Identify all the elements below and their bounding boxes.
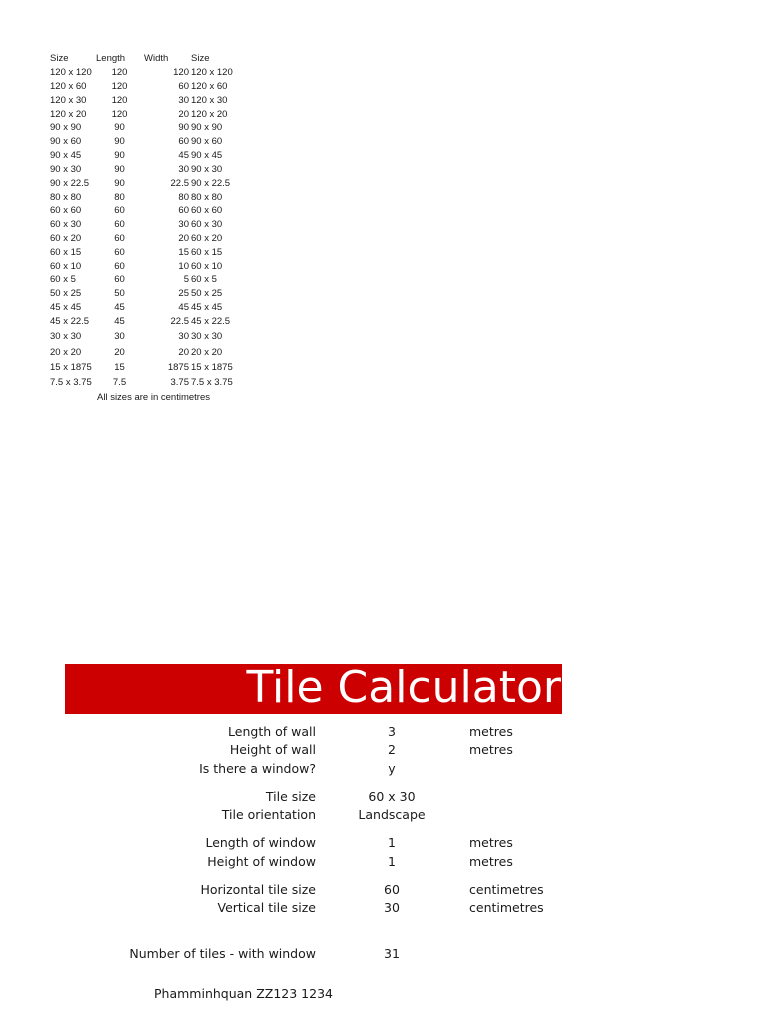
width-cell: 30 bbox=[178, 95, 189, 106]
size-2-cell: 60 x 30 bbox=[191, 219, 223, 230]
table-row bbox=[0, 218, 260, 231]
length-cell: 120 bbox=[111, 67, 128, 78]
table-row bbox=[0, 346, 260, 359]
length-cell: 80 bbox=[114, 192, 125, 203]
length-cell: 120 bbox=[111, 81, 128, 92]
size-2-cell: 30 x 30 bbox=[191, 331, 223, 342]
width-cell: 1875 bbox=[167, 362, 189, 373]
vertical-tile-size-unit: centimetres bbox=[469, 900, 544, 915]
size-2-cell: 60 x 15 bbox=[191, 247, 223, 258]
table-row bbox=[0, 361, 260, 374]
tile-size-label: Tile size bbox=[265, 789, 316, 804]
width-cell: 30 bbox=[178, 331, 189, 342]
width-cell: 45 bbox=[178, 150, 189, 161]
size-cell: 50 x 25 bbox=[50, 288, 82, 299]
calculator-title: Tile Calculator bbox=[246, 664, 561, 713]
height-of-wall-label: Height of wall bbox=[229, 742, 316, 757]
size-cell: 20 x 20 bbox=[50, 347, 82, 358]
table-header-row bbox=[0, 52, 260, 65]
size-cell: 120 x 30 bbox=[50, 95, 87, 106]
width-cell: 60 bbox=[178, 81, 189, 92]
length-cell: 45 bbox=[114, 302, 125, 313]
calc-row-length-of-window bbox=[0, 834, 768, 852]
table-row bbox=[0, 273, 260, 286]
table-row bbox=[0, 330, 260, 343]
length-of-wall-label: Length of wall bbox=[228, 724, 316, 739]
vertical-tile-size-label: Vertical tile size bbox=[217, 900, 316, 915]
table-row bbox=[0, 66, 260, 79]
width-cell: 5 bbox=[183, 274, 189, 285]
size-cell: 60 x 10 bbox=[50, 261, 82, 272]
length-cell: 50 bbox=[114, 288, 125, 299]
length-cell: 20 bbox=[114, 347, 125, 358]
width-cell: 10 bbox=[178, 261, 189, 272]
size-2-cell: 15 x 1875 bbox=[191, 362, 233, 373]
horizontal-tile-size-value[interactable]: 60 bbox=[384, 882, 400, 897]
width-cell: 30 bbox=[178, 164, 189, 175]
size-cell: 45 x 22.5 bbox=[50, 316, 90, 327]
size-cell: 60 x 5 bbox=[50, 274, 76, 285]
table-row bbox=[0, 163, 260, 176]
table-row bbox=[0, 315, 260, 328]
size-2-cell: 60 x 20 bbox=[191, 233, 223, 244]
width-cell: 45 bbox=[178, 302, 189, 313]
size-2-cell: 120 x 60 bbox=[191, 81, 228, 92]
size-2-cell: 7.5 x 3.75 bbox=[191, 377, 233, 388]
size-2-cell: 90 x 22.5 bbox=[191, 178, 231, 189]
size-2-cell: 90 x 90 bbox=[191, 122, 223, 133]
size-cell: 90 x 45 bbox=[50, 150, 82, 161]
table-row bbox=[0, 301, 260, 314]
number-of-tiles-value: 31 bbox=[384, 946, 400, 961]
length-of-window-unit: metres bbox=[469, 835, 513, 850]
size-cell: 60 x 30 bbox=[50, 219, 82, 230]
size-cell: 60 x 15 bbox=[50, 247, 82, 258]
width-cell: 90 bbox=[178, 122, 189, 133]
calc-row-length-of-wall bbox=[0, 723, 768, 741]
table-row bbox=[0, 80, 260, 93]
table-row bbox=[0, 94, 260, 107]
horizontal-tile-size-unit: centimetres bbox=[469, 882, 544, 897]
size-2-cell: 20 x 20 bbox=[191, 347, 223, 358]
size-2-cell: 90 x 45 bbox=[191, 150, 223, 161]
table-row bbox=[0, 260, 260, 273]
tile-orientation-label: Tile orientation bbox=[221, 807, 316, 822]
width-cell: 80 bbox=[178, 192, 189, 203]
height-of-wall-value[interactable]: 2 bbox=[388, 742, 396, 757]
width-cell: 20 bbox=[178, 347, 189, 358]
calc-row-horizontal-tile-size bbox=[0, 881, 768, 899]
size-2-cell: 120 x 20 bbox=[191, 109, 228, 120]
height-of-window-label: Height of window bbox=[207, 854, 316, 869]
length-cell: 60 bbox=[114, 233, 125, 244]
calc-row-height-of-wall bbox=[0, 741, 768, 759]
length-cell: 120 bbox=[111, 109, 128, 120]
calculator-title-banner bbox=[65, 664, 562, 714]
size-2-cell: 90 x 30 bbox=[191, 164, 223, 175]
size-2-cell: 90 x 60 bbox=[191, 136, 223, 147]
size-cell: 90 x 60 bbox=[50, 136, 82, 147]
number-of-tiles-label: Number of tiles - with window bbox=[129, 946, 316, 961]
width-cell: 25 bbox=[178, 288, 189, 299]
length-of-window-value[interactable]: 1 bbox=[388, 835, 396, 850]
length-cell: 60 bbox=[114, 274, 125, 285]
length-cell: 30 bbox=[114, 331, 125, 342]
tile-size-value[interactable]: 60 x 30 bbox=[368, 789, 416, 804]
size-cell: 60 x 60 bbox=[50, 205, 82, 216]
calc-row-tile-orientation bbox=[0, 806, 768, 824]
table-row bbox=[0, 376, 260, 389]
table-row bbox=[0, 108, 260, 121]
length-cell: 60 bbox=[114, 247, 125, 258]
header-length: Length bbox=[96, 53, 126, 64]
width-cell: 30 bbox=[178, 219, 189, 230]
size-cell: 90 x 90 bbox=[50, 122, 82, 133]
width-cell: 22.5 bbox=[170, 316, 189, 327]
vertical-tile-size-value[interactable]: 30 bbox=[384, 900, 400, 915]
length-cell: 120 bbox=[111, 95, 128, 106]
author-footer: Phamminhquan ZZ123 1234 bbox=[154, 986, 333, 1001]
calc-row-height-of-window bbox=[0, 853, 768, 871]
length-cell: 90 bbox=[114, 178, 125, 189]
length-cell: 60 bbox=[114, 219, 125, 230]
size-2-cell: 45 x 22.5 bbox=[191, 316, 231, 327]
size-cell: 90 x 22.5 bbox=[50, 178, 90, 189]
units-note: All sizes are in centimetres bbox=[97, 392, 210, 403]
size-cell: 80 x 80 bbox=[50, 192, 82, 203]
height-of-window-value[interactable]: 1 bbox=[388, 854, 396, 869]
length-cell: 7.5 bbox=[112, 377, 127, 388]
table-row bbox=[0, 177, 260, 190]
size-cell: 60 x 20 bbox=[50, 233, 82, 244]
length-cell: 90 bbox=[114, 150, 125, 161]
length-of-window-label: Length of window bbox=[205, 835, 316, 850]
width-cell: 120 bbox=[173, 67, 189, 78]
size-2-cell: 80 x 80 bbox=[191, 192, 223, 203]
size-cell: 7.5 x 3.75 bbox=[50, 377, 92, 388]
length-cell: 90 bbox=[114, 164, 125, 175]
header-size: Size bbox=[50, 53, 69, 64]
calc-row-vertical-tile-size bbox=[0, 899, 768, 917]
size-2-cell: 45 x 45 bbox=[191, 302, 223, 313]
calc-row-window-question bbox=[0, 760, 768, 778]
tile-orientation-value[interactable]: Landscape bbox=[358, 807, 426, 822]
size-cell: 120 x 120 bbox=[50, 67, 92, 78]
length-cell: 60 bbox=[114, 205, 125, 216]
width-cell: 3.75 bbox=[170, 377, 189, 388]
width-cell: 22.5 bbox=[170, 178, 189, 189]
calc-row-number-of-tiles bbox=[0, 945, 768, 963]
size-2-cell: 60 x 5 bbox=[191, 274, 217, 285]
header-width: Width bbox=[144, 53, 169, 64]
window-question-label: Is there a window? bbox=[199, 761, 316, 776]
size-cell: 15 x 1875 bbox=[50, 362, 92, 373]
header-size-2: Size bbox=[191, 53, 210, 64]
size-2-cell: 120 x 30 bbox=[191, 95, 228, 106]
horizontal-tile-size-label: Horizontal tile size bbox=[200, 882, 316, 897]
size-2-cell: 50 x 25 bbox=[191, 288, 223, 299]
height-of-wall-unit: metres bbox=[469, 742, 513, 757]
length-of-wall-value[interactable]: 3 bbox=[388, 724, 396, 739]
window-question-value[interactable]: y bbox=[388, 761, 396, 776]
table-row bbox=[0, 135, 260, 148]
length-cell: 45 bbox=[114, 316, 125, 327]
size-2-cell: 120 x 120 bbox=[191, 67, 233, 78]
size-cell: 120 x 60 bbox=[50, 81, 87, 92]
size-cell: 120 x 20 bbox=[50, 109, 87, 120]
width-cell: 20 bbox=[178, 109, 189, 120]
width-cell: 60 bbox=[178, 205, 189, 216]
size-cell: 45 x 45 bbox=[50, 302, 82, 313]
width-cell: 60 bbox=[178, 136, 189, 147]
length-cell: 90 bbox=[114, 122, 125, 133]
table-row bbox=[0, 246, 260, 259]
length-of-wall-unit: metres bbox=[469, 724, 513, 739]
size-cell: 30 x 30 bbox=[50, 331, 82, 342]
table-row bbox=[0, 149, 260, 162]
length-cell: 90 bbox=[114, 136, 125, 147]
table-row bbox=[0, 191, 260, 204]
size-cell: 90 x 30 bbox=[50, 164, 82, 175]
length-cell: 60 bbox=[114, 261, 125, 272]
calc-row-tile-size bbox=[0, 788, 768, 806]
table-row bbox=[0, 204, 260, 217]
table-row bbox=[0, 121, 260, 134]
width-cell: 20 bbox=[178, 233, 189, 244]
table-row bbox=[0, 287, 260, 300]
size-2-cell: 60 x 60 bbox=[191, 205, 223, 216]
length-cell: 15 bbox=[114, 362, 125, 373]
width-cell: 15 bbox=[178, 247, 189, 258]
table-row bbox=[0, 232, 260, 245]
size-2-cell: 60 x 10 bbox=[191, 261, 223, 272]
height-of-window-unit: metres bbox=[469, 854, 513, 869]
